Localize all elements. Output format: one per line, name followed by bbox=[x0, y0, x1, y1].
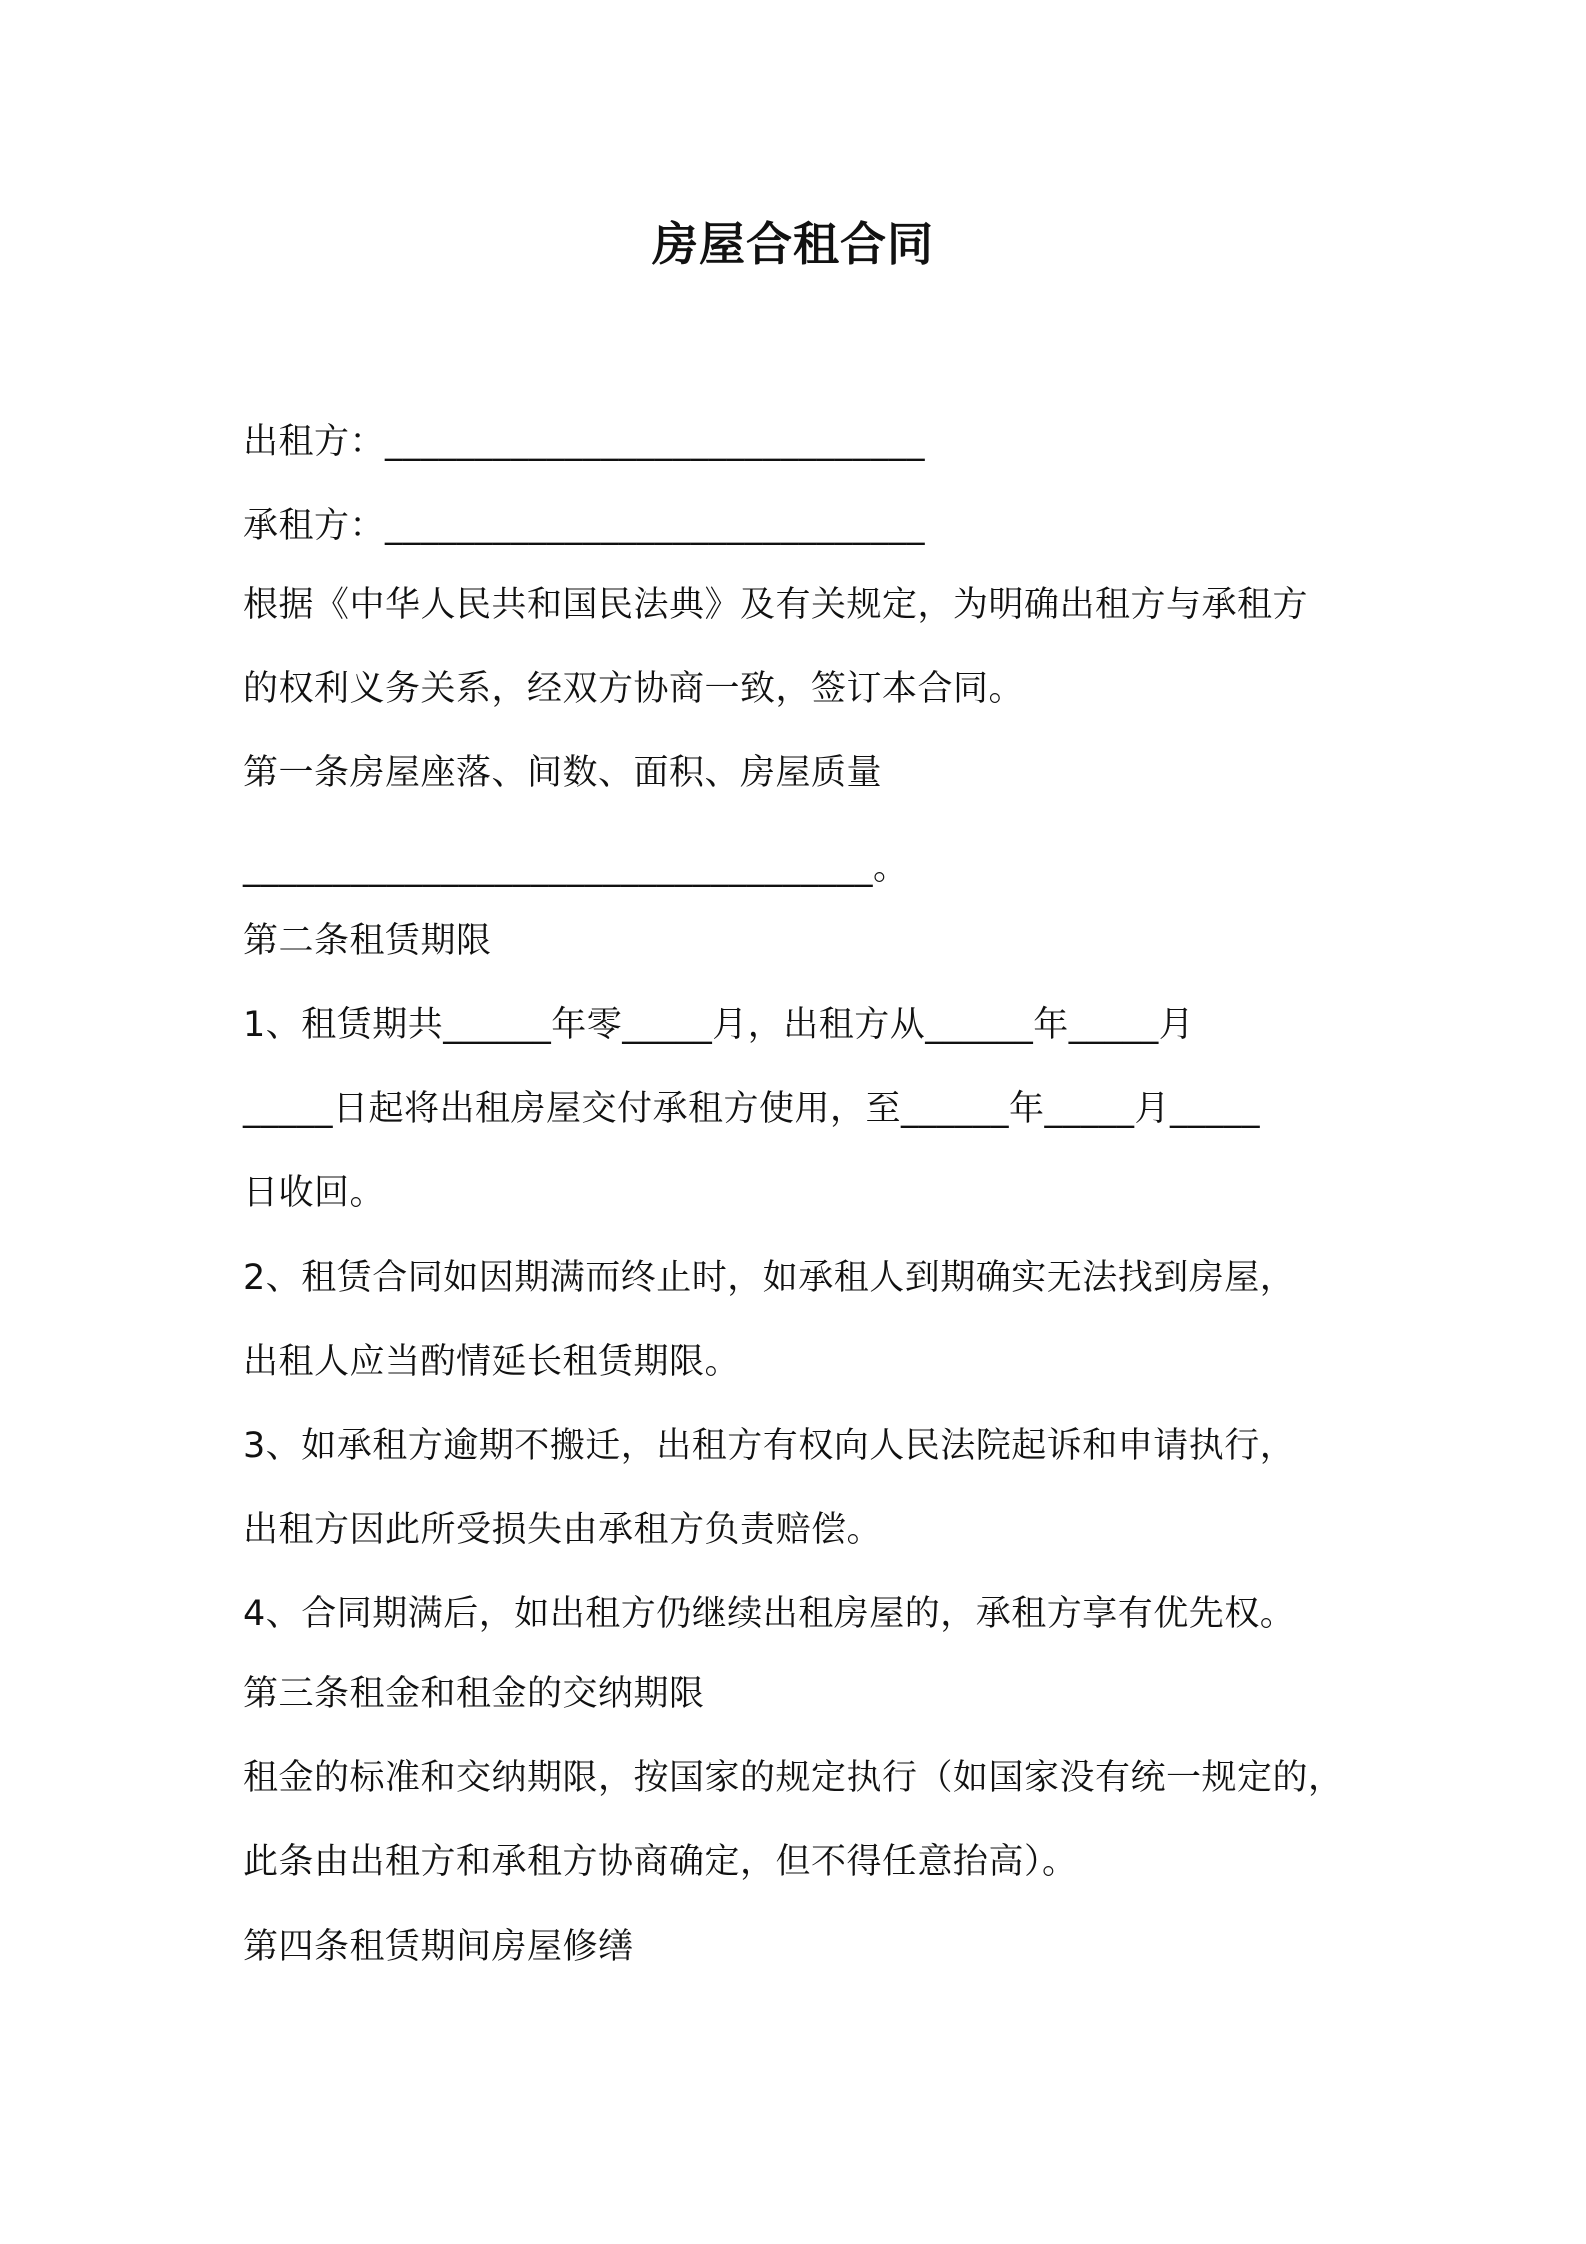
lessee-line: 承租方：______________________________ bbox=[243, 506, 926, 546]
article-4-heading: 第四条租赁期间房屋修缮 bbox=[243, 1927, 634, 1967]
article-2-clause-4: 4、合同期满后，如出租方仍继续出租房屋的，承租方享有优先权。 bbox=[243, 1594, 1296, 1634]
article-1-blank: ___________________________________。 bbox=[243, 848, 909, 888]
article-3-heading: 第三条租金和租金的交纳期限 bbox=[243, 1674, 705, 1714]
article-2-clause-1-c: 日收回。 bbox=[243, 1173, 386, 1213]
article-2-clause-3-a: 3、如承租方逾期不搬迁，出租方有权向人民法院起诉和申请执行， bbox=[243, 1426, 1296, 1466]
lessor-line: 出租方：______________________________ bbox=[243, 422, 926, 462]
article-2-clause-3-b: 出租方因此所受损失由承租方负责赔偿。 bbox=[243, 1510, 883, 1550]
article-3-text-2: 此条由出租方和承租方协商确定，但不得任意抬高）。 bbox=[243, 1842, 1078, 1882]
article-2-clause-1-a: 1、租赁期共______年零_____月，出租方从______年_____月 bbox=[243, 1005, 1195, 1045]
article-2-clause-2-b: 出租人应当酌情延长租赁期限。 bbox=[243, 1342, 741, 1382]
article-2-heading: 第二条租赁期限 bbox=[243, 921, 492, 961]
article-2-clause-1-b: _____日起将出租房屋交付承租方使用，至______年_____月_____ bbox=[243, 1089, 1261, 1129]
article-2-clause-2-a: 2、租赁合同如因期满而终止时，如承租人到期确实无法找到房屋， bbox=[243, 1258, 1296, 1298]
article-3-text-1: 租金的标准和交纳期限，按国家的规定执行（如国家没有统一规定的， bbox=[243, 1758, 1344, 1798]
preamble-line-2: 的权利义务关系，经双方协商一致，签订本合同。 bbox=[243, 669, 1025, 709]
document-title: 房屋合租合同 bbox=[652, 217, 934, 271]
article-1-heading: 第一条房屋座落、间数、面积、房屋质量 bbox=[243, 753, 883, 793]
preamble-line-1: 根据《中华人民共和国民法典》及有关规定，为明确出租方与承租方 bbox=[243, 585, 1309, 625]
